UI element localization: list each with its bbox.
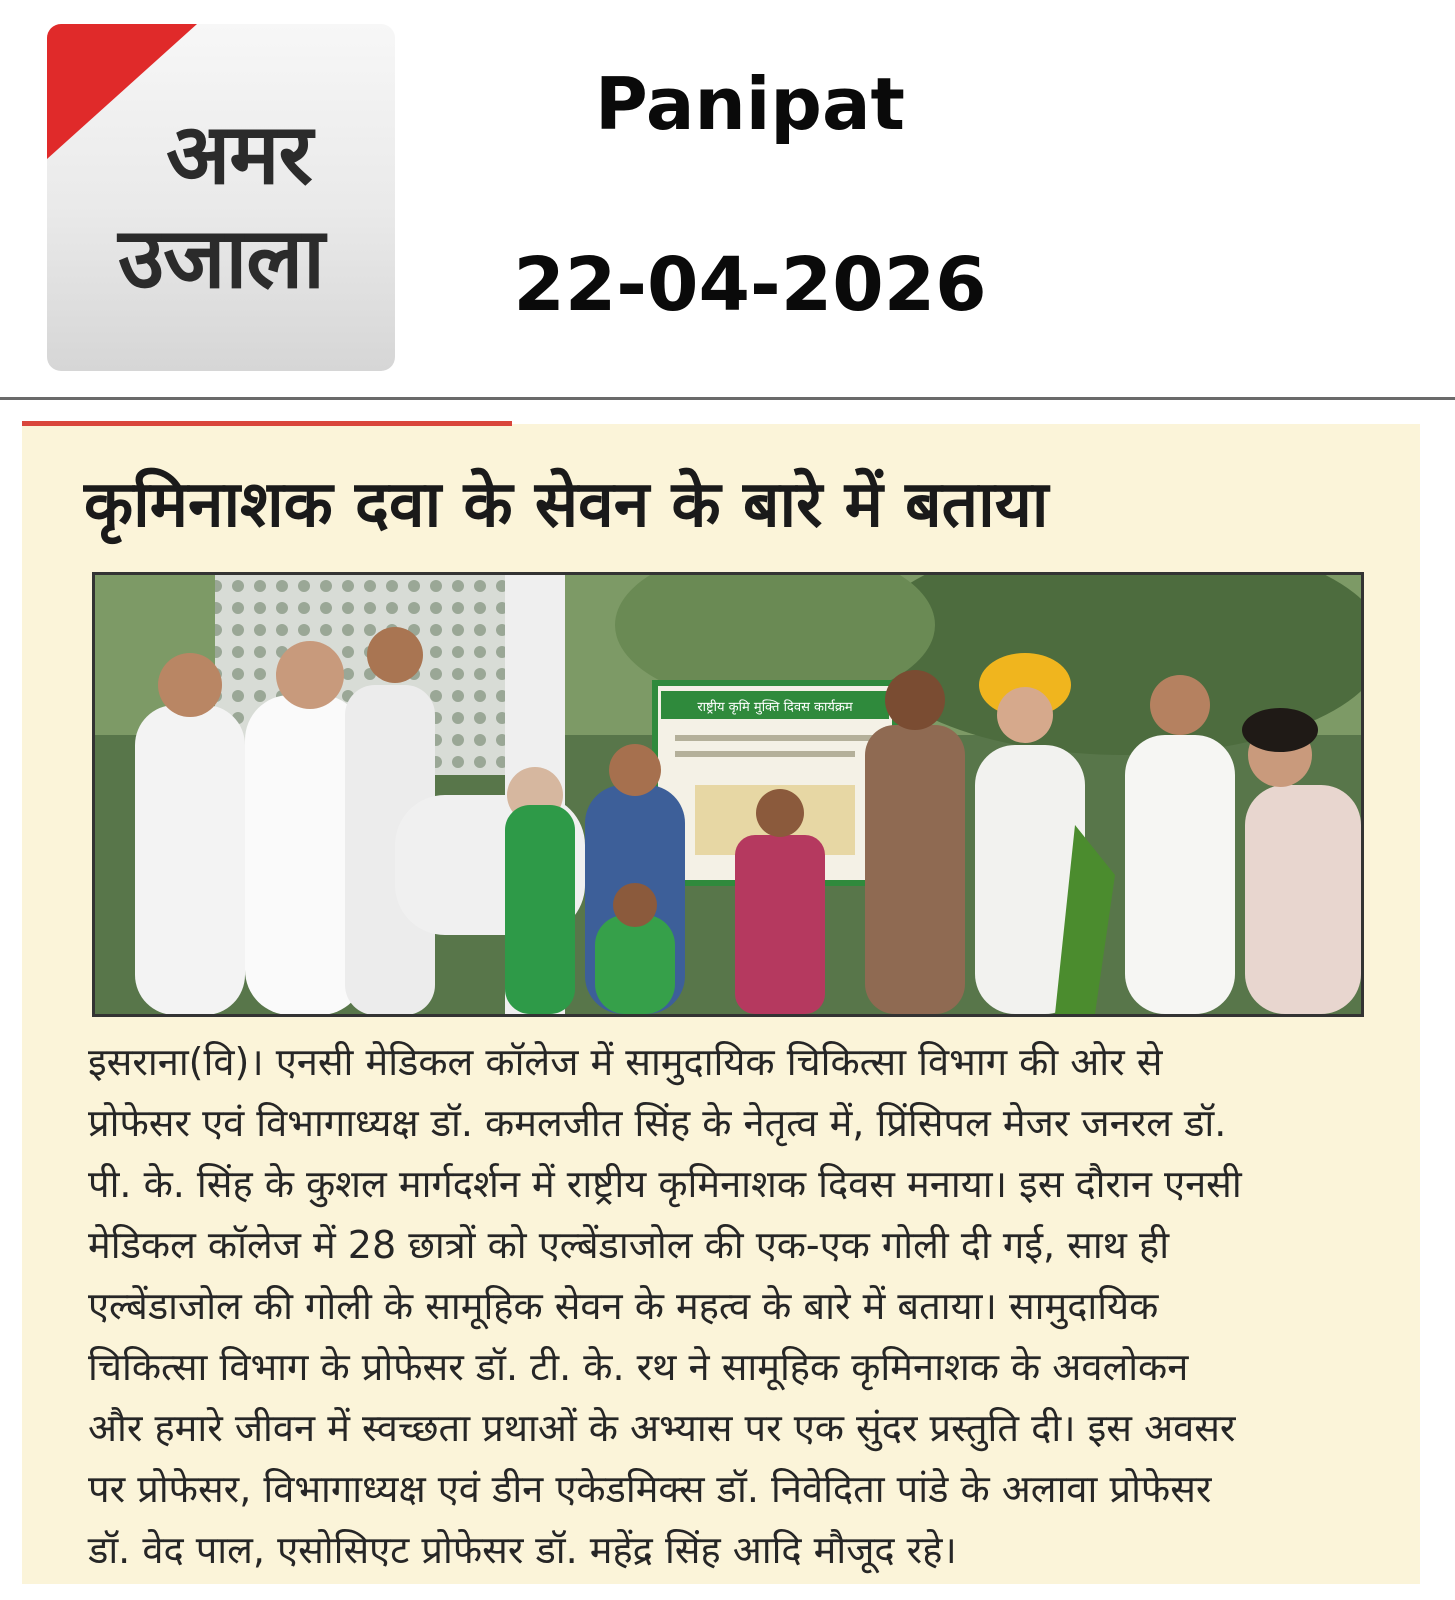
- header-divider: [0, 397, 1455, 400]
- body-line: मेडिकल कॉलेज में 28 छात्रों को एल्बेंडाजोल की एक-एक गोली दी गई, साथ ही: [88, 1223, 1170, 1267]
- body-line: डॉ. वेद पाल, एसोसिएट प्रोफेसर डॉ. महेंद्र सिंह आदि मौजूद रहे।: [88, 1528, 957, 1572]
- edition-city: Panipat: [595, 62, 905, 146]
- logo-text-line2: उजाला: [118, 209, 324, 307]
- logo-text-line1: अमर: [166, 105, 312, 203]
- clipping-red-rule: [22, 421, 512, 426]
- body-line: पी. के. सिंह के कुशल मार्गदर्शन में राष्ट्रीय कृमिनाशक दिवस मनाया। इस दौरान एनसी: [88, 1162, 1242, 1206]
- article-photo: [92, 572, 1364, 1017]
- photo-illustration: [95, 575, 1361, 1014]
- body-line: इसराना(वि)। एनसी मेडिकल कॉलेज में सामुदायिक चिकित्सा विभाग की ओर से: [88, 1040, 1163, 1084]
- body-line: प्रोफेसर एवं विभागाध्यक्ष डॉ. कमलजीत सिंह के नेतृत्व में, प्रिंसिपल मेजर जनरल डॉ.: [88, 1101, 1227, 1145]
- body-line: चिकित्सा विभाग के प्रोफेसर डॉ. टी. के. रथ ने सामूहिक कृमिनाशक के अवलोकन: [88, 1345, 1189, 1389]
- edition-date: 22-04-2026: [513, 242, 987, 328]
- body-line: एल्बेंडाजोल की गोली के सामूहिक सेवन के महत्व के बारे में बताया। सामुदायिक: [88, 1284, 1159, 1328]
- newspaper-logo: [47, 24, 395, 371]
- article-body: [88, 1032, 1388, 1581]
- banner-text: राष्ट्रीय कृमि मुक्ति दिवस कार्यक्रम: [697, 700, 853, 715]
- body-line: और हमारे जीवन में स्वच्छता प्रथाओं के अभ्यास पर एक सुंदर प्रस्तुति दी। इस अवसर: [88, 1406, 1236, 1450]
- body-line: पर प्रोफेसर, विभागाध्यक्ष एवं डीन एकेडमिक्स डॉ. निवेदिता पांडे के अलावा प्रोफेसर: [88, 1467, 1212, 1511]
- news-clipping: [22, 424, 1420, 1584]
- article-headline: कृमिनाशक दवा के सेवन के बारे में बताया: [84, 468, 1049, 542]
